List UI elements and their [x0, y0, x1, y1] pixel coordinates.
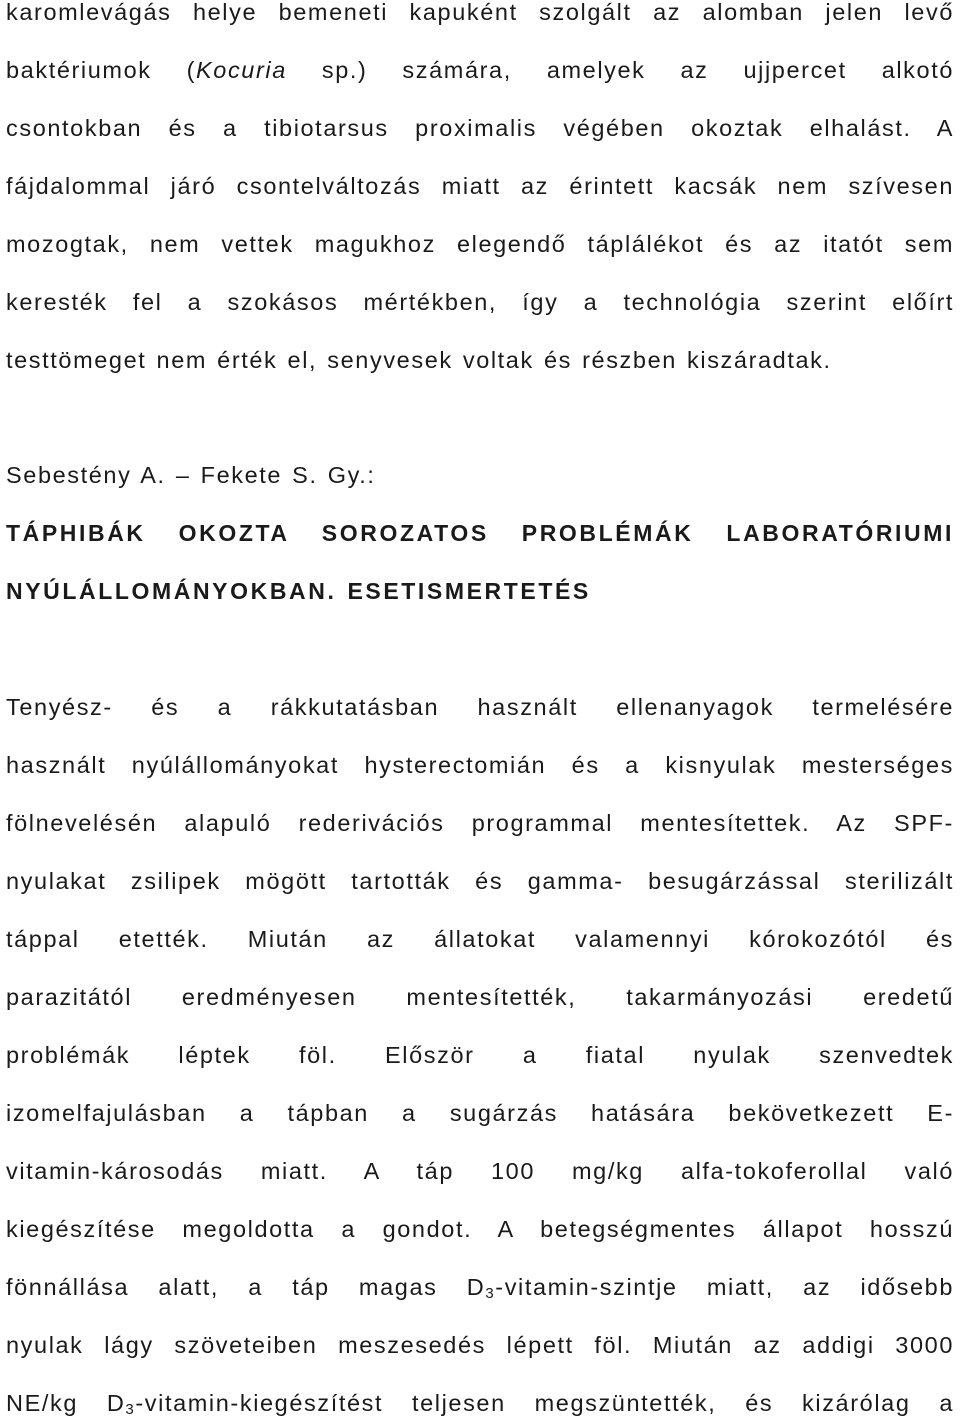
paragraph2-line: táppal etették. Miután az állatokat valamennyi kórokozótól és [6, 926, 954, 952]
paragraph2-line: kiegészítése megoldotta a gondot. A betegségmentes állapot hosszú [6, 1216, 954, 1242]
paragraph2-line: Tenyész- és a rákkutatásban használt ellenanyagok termelésére [6, 694, 954, 720]
paragraph2-line: parazitától eredményesen mentesítették, takarmányozási eredetű [6, 984, 954, 1010]
paragraph2-line: használt nyúlállományokat hysterectomián és a kisnyulak mesterséges [6, 752, 954, 778]
authors-line: Sebestény A. – Fekete S. Gy.: [6, 462, 376, 488]
paragraph2-line: izomelfajulásban a tápban a sugárzás hatására bekövetkezett E- [6, 1100, 954, 1126]
paragraph2-line: problémák léptek föl. Először a fiatal nyulak szenvedtek [6, 1042, 954, 1068]
paragraph1-line: baktériumok (Kocuria sp.) számára, amelyek az ujjpercet alkotó [6, 57, 954, 83]
paragraph1-last-line: testtömeget nem érték el, senyvesek voltak és részben kiszáradtak. [6, 347, 832, 373]
paragraph2-line: nyulak lágy szöveteiben meszesedés lépett föl. Miután az addigi 3000 [6, 1332, 954, 1358]
paragraph2-line: nyulakat zsilipek mögött tartották és gamma- besugárzással sterilizált [6, 868, 954, 894]
paragraph1-line: keresték fel a szokásos mértékben, így a technológia szerint előírt [6, 289, 954, 315]
paragraph2-line: fölnevelésén alapuló rederivációs programmal mentesítettek. Az SPF- [6, 810, 954, 836]
article-title-line: TÁPHIBÁK OKOZTA SOROZATOS PROBLÉMÁK LABORATÓRIUMI [6, 520, 954, 546]
paragraph1-line: fájdalommal járó csontelváltozás miatt az érintett kacsák nem szívesen [6, 173, 954, 199]
paragraph2-line: NE/kg $D_3-vitamin$-kiegészítést teljesen megszüntették, és kizárólag a [6, 1390, 954, 1418]
paragraph1-line: mozogtak, nem vettek magukhoz elegendő táplálékot és az itatót sem [6, 231, 954, 257]
paragraph1-line: karomlevágás helye bemeneti kapuként szolgált az alomban jelen levő [6, 0, 954, 25]
paragraph2-line: fönnállása alatt, a táp magas $D_3-vitamin$-szintje miatt, az idősebb [6, 1274, 954, 1302]
paragraph1-line: csontokban és a tibiotarsus proximalis végében okoztak elhalást. A [6, 115, 954, 141]
article-title-line: NYÚLÁLLOMÁNYOKBAN. ESETISMERTETÉS [6, 578, 591, 604]
paragraph2-line: vitamin-károsodás miatt. A táp 100 mg/kg alfa-tokoferollal való [6, 1158, 954, 1184]
